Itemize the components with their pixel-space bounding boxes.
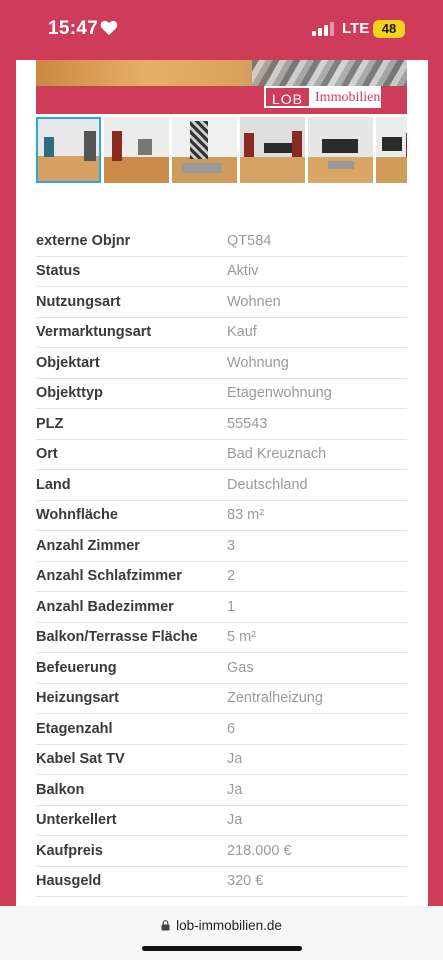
detail-label: Kaufpreis — [36, 842, 103, 859]
detail-label: Befeuerung — [36, 659, 117, 676]
detail-label: Land — [36, 476, 71, 493]
brand-logo — [264, 86, 381, 108]
detail-value: 55543 — [227, 415, 268, 432]
detail-row — [36, 684, 407, 715]
home-indicator[interactable] — [142, 946, 302, 951]
detail-label: Anzahl Schlafzimmer — [36, 568, 182, 585]
brand-bar — [36, 86, 407, 114]
detail-row — [36, 592, 407, 623]
detail-row — [36, 836, 407, 867]
detail-value: Wohnen — [227, 293, 281, 310]
thumbnail[interactable] — [36, 117, 101, 183]
detail-label: Wohnfläche — [36, 507, 118, 524]
detail-value: Ja — [227, 781, 243, 798]
listing-card — [16, 60, 428, 920]
detail-value: Kauf — [227, 324, 257, 341]
network-type: LTE — [342, 20, 370, 37]
detail-value: Gas — [227, 659, 254, 676]
detail-value: 320 € — [227, 873, 264, 890]
detail-label: Vermarktungsart — [36, 324, 152, 341]
detail-value: Bad Kreuznach — [227, 446, 327, 463]
detail-value: 83 m² — [227, 507, 265, 524]
battery-indicator: 48 — [373, 20, 405, 38]
detail-row — [36, 226, 407, 257]
detail-row — [36, 623, 407, 654]
detail-value: Ja — [227, 812, 243, 829]
detail-value: 5 m² — [227, 629, 256, 646]
detail-row — [36, 318, 407, 349]
detail-row — [36, 379, 407, 410]
thumbnail[interactable] — [308, 117, 373, 183]
status-bar — [0, 0, 443, 60]
detail-row — [36, 409, 407, 440]
detail-row — [36, 714, 407, 745]
detail-row — [36, 867, 407, 898]
thumbnail[interactable] — [376, 117, 407, 183]
heart-icon — [100, 20, 118, 36]
detail-value: Aktiv — [227, 263, 259, 280]
detail-label: Hausgeld — [36, 873, 102, 890]
detail-row — [36, 562, 407, 593]
detail-label: Status — [36, 263, 81, 280]
detail-value: 6 — [227, 720, 236, 737]
status-time: 15:47 — [48, 18, 99, 39]
thumbnail[interactable] — [240, 117, 305, 183]
detail-row — [36, 653, 407, 684]
detail-label: Balkon/Terrasse Fläche — [36, 629, 198, 646]
detail-row — [36, 440, 407, 471]
detail-label: Objektart — [36, 354, 100, 371]
brand-logo-lob: LOB — [265, 87, 310, 107]
lock-icon — [161, 920, 170, 931]
detail-row — [36, 806, 407, 837]
detail-label: Balkon — [36, 781, 85, 798]
detail-label: Anzahl Badezimmer — [36, 598, 174, 615]
detail-row — [36, 287, 407, 318]
detail-label: Unterkellert — [36, 812, 117, 829]
detail-row — [36, 257, 407, 288]
detail-row — [36, 531, 407, 562]
detail-value: QT584 — [227, 232, 272, 249]
thumbnail[interactable] — [172, 117, 237, 183]
thumbnail[interactable] — [104, 117, 169, 183]
detail-value: 218.000 € — [227, 842, 292, 859]
detail-label: Anzahl Zimmer — [36, 537, 140, 554]
detail-row — [36, 501, 407, 532]
detail-row — [36, 348, 407, 379]
detail-row — [36, 775, 407, 806]
signal-icon — [312, 22, 334, 36]
detail-value: Wohnung — [227, 354, 289, 371]
detail-label: Kabel Sat TV — [36, 751, 125, 768]
thumbnail-strip — [36, 117, 407, 183]
detail-label: Objekttyp — [36, 385, 103, 402]
main-photo[interactable] — [36, 60, 407, 86]
brand-logo-name: Immobilien — [315, 90, 381, 105]
detail-value: 3 — [227, 537, 236, 554]
browser-bottom-bar — [0, 906, 443, 960]
detail-value: Etagenwohnung — [227, 385, 332, 402]
url-text: lob-immobilien.de — [176, 918, 282, 933]
detail-value: 1 — [227, 598, 236, 615]
detail-value: Zentralheizung — [227, 690, 323, 707]
detail-row — [36, 745, 407, 776]
detail-value: 2 — [227, 568, 236, 585]
detail-label: externe Objnr — [36, 232, 131, 249]
detail-label: Nutzungsart — [36, 293, 121, 310]
address-bar[interactable] — [0, 918, 443, 933]
detail-value: Deutschland — [227, 476, 308, 493]
detail-label: Etagenzahl — [36, 720, 113, 737]
detail-label: Ort — [36, 446, 58, 463]
detail-value: Ja — [227, 751, 243, 768]
detail-label: PLZ — [36, 415, 64, 432]
detail-row — [36, 470, 407, 501]
property-details-table — [36, 226, 407, 897]
detail-label: Heizungsart — [36, 690, 119, 707]
